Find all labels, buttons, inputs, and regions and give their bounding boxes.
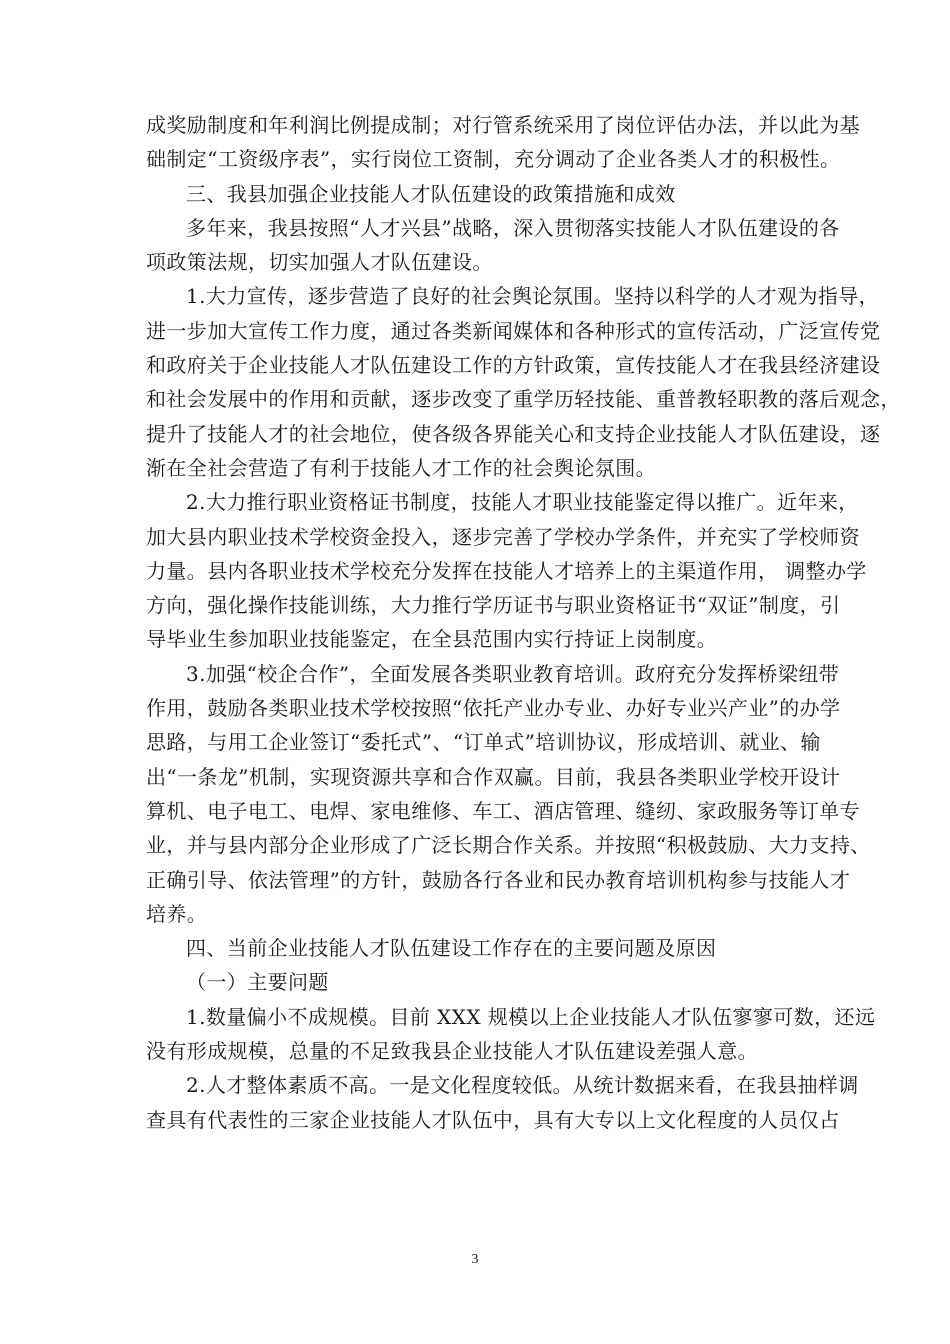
text-line: 力量。县内各职业技术学校充分发挥在技能人才培养上的主渠道作用， 调整办学: [146, 558, 867, 583]
text-line: 培养。: [146, 901, 208, 926]
text-line: 渐在全社会营造了有利于技能人才工作的社会舆论氛围。: [146, 455, 656, 480]
text-line: 1.大力宣传，逐步营造了良好的社会舆论氛围。坚持以科学的人才观为指导，: [186, 284, 880, 309]
section-heading: 四、当前企业技能人才队伍建设工作存在的主要问题及原因: [186, 936, 717, 961]
document-body: [146, 108, 901, 1137]
text-line: 业，并与县内部分企业形成了广泛长期合作关系。并按照“积极鼓励、大力支持、: [146, 833, 871, 858]
text-line: 查具有代表性的三家企业技能人才队伍中，具有大专以上文化程度的人员仅占: [146, 1107, 840, 1132]
text-line: 方向，强化操作技能训练，大力推行学历证书与职业资格证书“双证”制度，引: [146, 593, 841, 618]
text-line: 3.加强“校企合作”，全面发展各类职业教育培训。政府充分发挥桥梁纽带: [186, 661, 840, 686]
subsection-heading: （一）主要问题: [186, 970, 329, 995]
text-line: 多年来，我县按照“人才兴县”战略，深入贯彻落实技能人才队伍建设的各: [186, 215, 840, 240]
text-line: 没有形成规模，总量的不足致我县企业技能人才队伍建设差强人意。: [146, 1039, 758, 1064]
text-line: 2.大力推行职业资格证书制度，技能人才职业技能鉴定得以推广。近年来，: [186, 490, 859, 515]
text-line: 作用，鼓励各类职业技术学校按照“依托产业办专业、办好专业兴产业”的办学: [146, 696, 841, 721]
section-heading: 三、我县加强企业技能人才队伍建设的政策措施和成效: [186, 181, 676, 206]
text-line: 导毕业生参加职业技能鉴定，在全县范围内实行持证上岗制度。: [146, 627, 718, 652]
text-line: 出“一条龙”机制，实现资源共享和合作双赢。目前，我县各类职业学校开设计: [146, 764, 841, 789]
text-line: 正确引导、依法管理”的方针，鼓励各行各业和民办教育培训机构参与技能人才: [146, 867, 851, 892]
text-line: 算机、电子电工、电焊、家电维修、车工、酒店管理、缝纫、家政服务等订单专: [146, 798, 860, 823]
text-line: 和社会发展中的作用和贡献，逐步改变了重学历轻技能、重普教轻职教的落后观念，: [146, 387, 901, 412]
text-line: 成奖励制度和年利润比例提成制；对行管系统采用了岗位评估办法，并以此为基: [146, 113, 860, 137]
text-line: 进一步加大宣传工作力度，通过各类新闻媒体和各种形式的宣传活动，广泛宣传党: [146, 318, 881, 343]
text-line: 和政府关于企业技能人才队伍建设工作的方针政策，宣传技能人才在我县经济建设: [146, 353, 881, 378]
text-line: 加大县内职业技术学校资金投入，逐步完善了学校办学条件，并充实了学校师资: [146, 524, 860, 549]
page-number: 3: [471, 1252, 479, 1267]
text-line: 思路，与用工企业签订“委托式”、“订单式”培训协议，形成培训、就业、输: [146, 730, 821, 755]
text-line: 2.人才整体素质不高。一是文化程度较低。从统计数据来看，在我县抽样调: [186, 1073, 859, 1098]
text-line: 项政策法规，切实加强人才队伍建设。: [146, 250, 493, 275]
text-line: 础制定“工资级序表”，实行岗位工资制，充分调动了企业各类人才的积极性。: [146, 147, 841, 172]
text-line: 提升了技能人才的社会地位，使各级各界能关心和支持企业技能人才队伍建设，逐: [146, 421, 881, 446]
text-line: 1.数量偏小不成规模。目前 XXX 规模以上企业技能人才队伍寥寥可数，还远: [186, 1004, 876, 1029]
